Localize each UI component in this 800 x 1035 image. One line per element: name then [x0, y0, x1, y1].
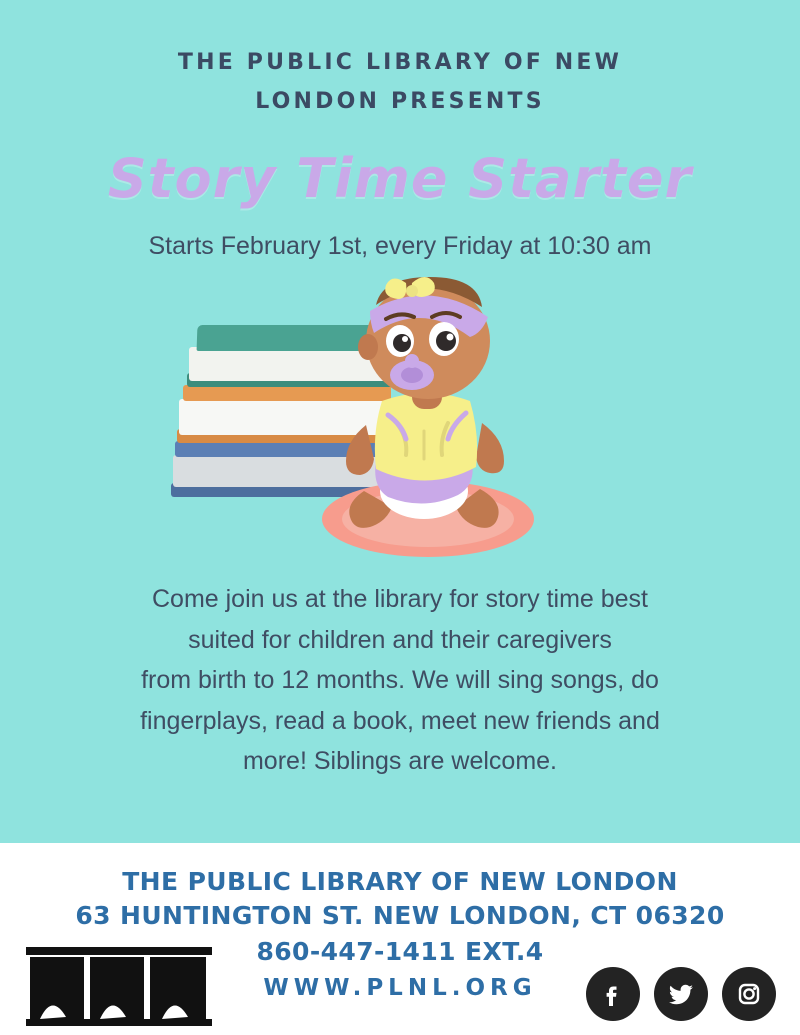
library-building-icon	[24, 941, 214, 1027]
library-logo	[24, 941, 214, 1027]
facebook-icon[interactable]	[586, 967, 640, 1021]
presenter-text	[0, 44, 800, 121]
instagram-glyph	[734, 979, 764, 1009]
event-description	[0, 575, 800, 843]
library-address: 63 HUNTINGTON ST. NEW LONDON, CT 06320	[75, 901, 725, 930]
description-line-2: suited for children and their caregivers	[188, 625, 612, 654]
twitter-glyph	[665, 978, 697, 1010]
library-website[interactable]: WWW.PLNL.ORG	[263, 975, 537, 1001]
presenter-line-2: LONDON PRESENTS	[255, 88, 545, 114]
twitter-icon[interactable]	[654, 967, 708, 1021]
presenter-line-1: THE PUBLIC LIBRARY OF NEW	[177, 50, 623, 75]
event-schedule: Starts February 1st, every Friday at 10:30 am	[148, 232, 652, 260]
baby-illustration	[320, 275, 550, 565]
page-title: Story Time Starter	[107, 147, 693, 210]
poster-header	[0, 0, 800, 261]
baby-svg	[320, 275, 550, 565]
facebook-glyph	[598, 979, 628, 1009]
instagram-icon[interactable]	[722, 967, 776, 1021]
illustration	[0, 275, 800, 575]
library-phone: 860-447-1411 EXT.4	[256, 937, 544, 966]
description-line-5: more! Siblings are welcome.	[242, 747, 557, 775]
description-line-4: fingerplays, read a book, meet new friends and	[140, 706, 660, 735]
poster-footer	[0, 845, 800, 1035]
description-line-1: Come join us at the library for story time best	[151, 585, 649, 613]
description-line-3: from birth to 12 months. We will sing songs, do	[141, 666, 659, 694]
library-name: THE PUBLIC LIBRARY OF NEW LONDON	[122, 867, 678, 896]
social-links	[586, 967, 776, 1021]
